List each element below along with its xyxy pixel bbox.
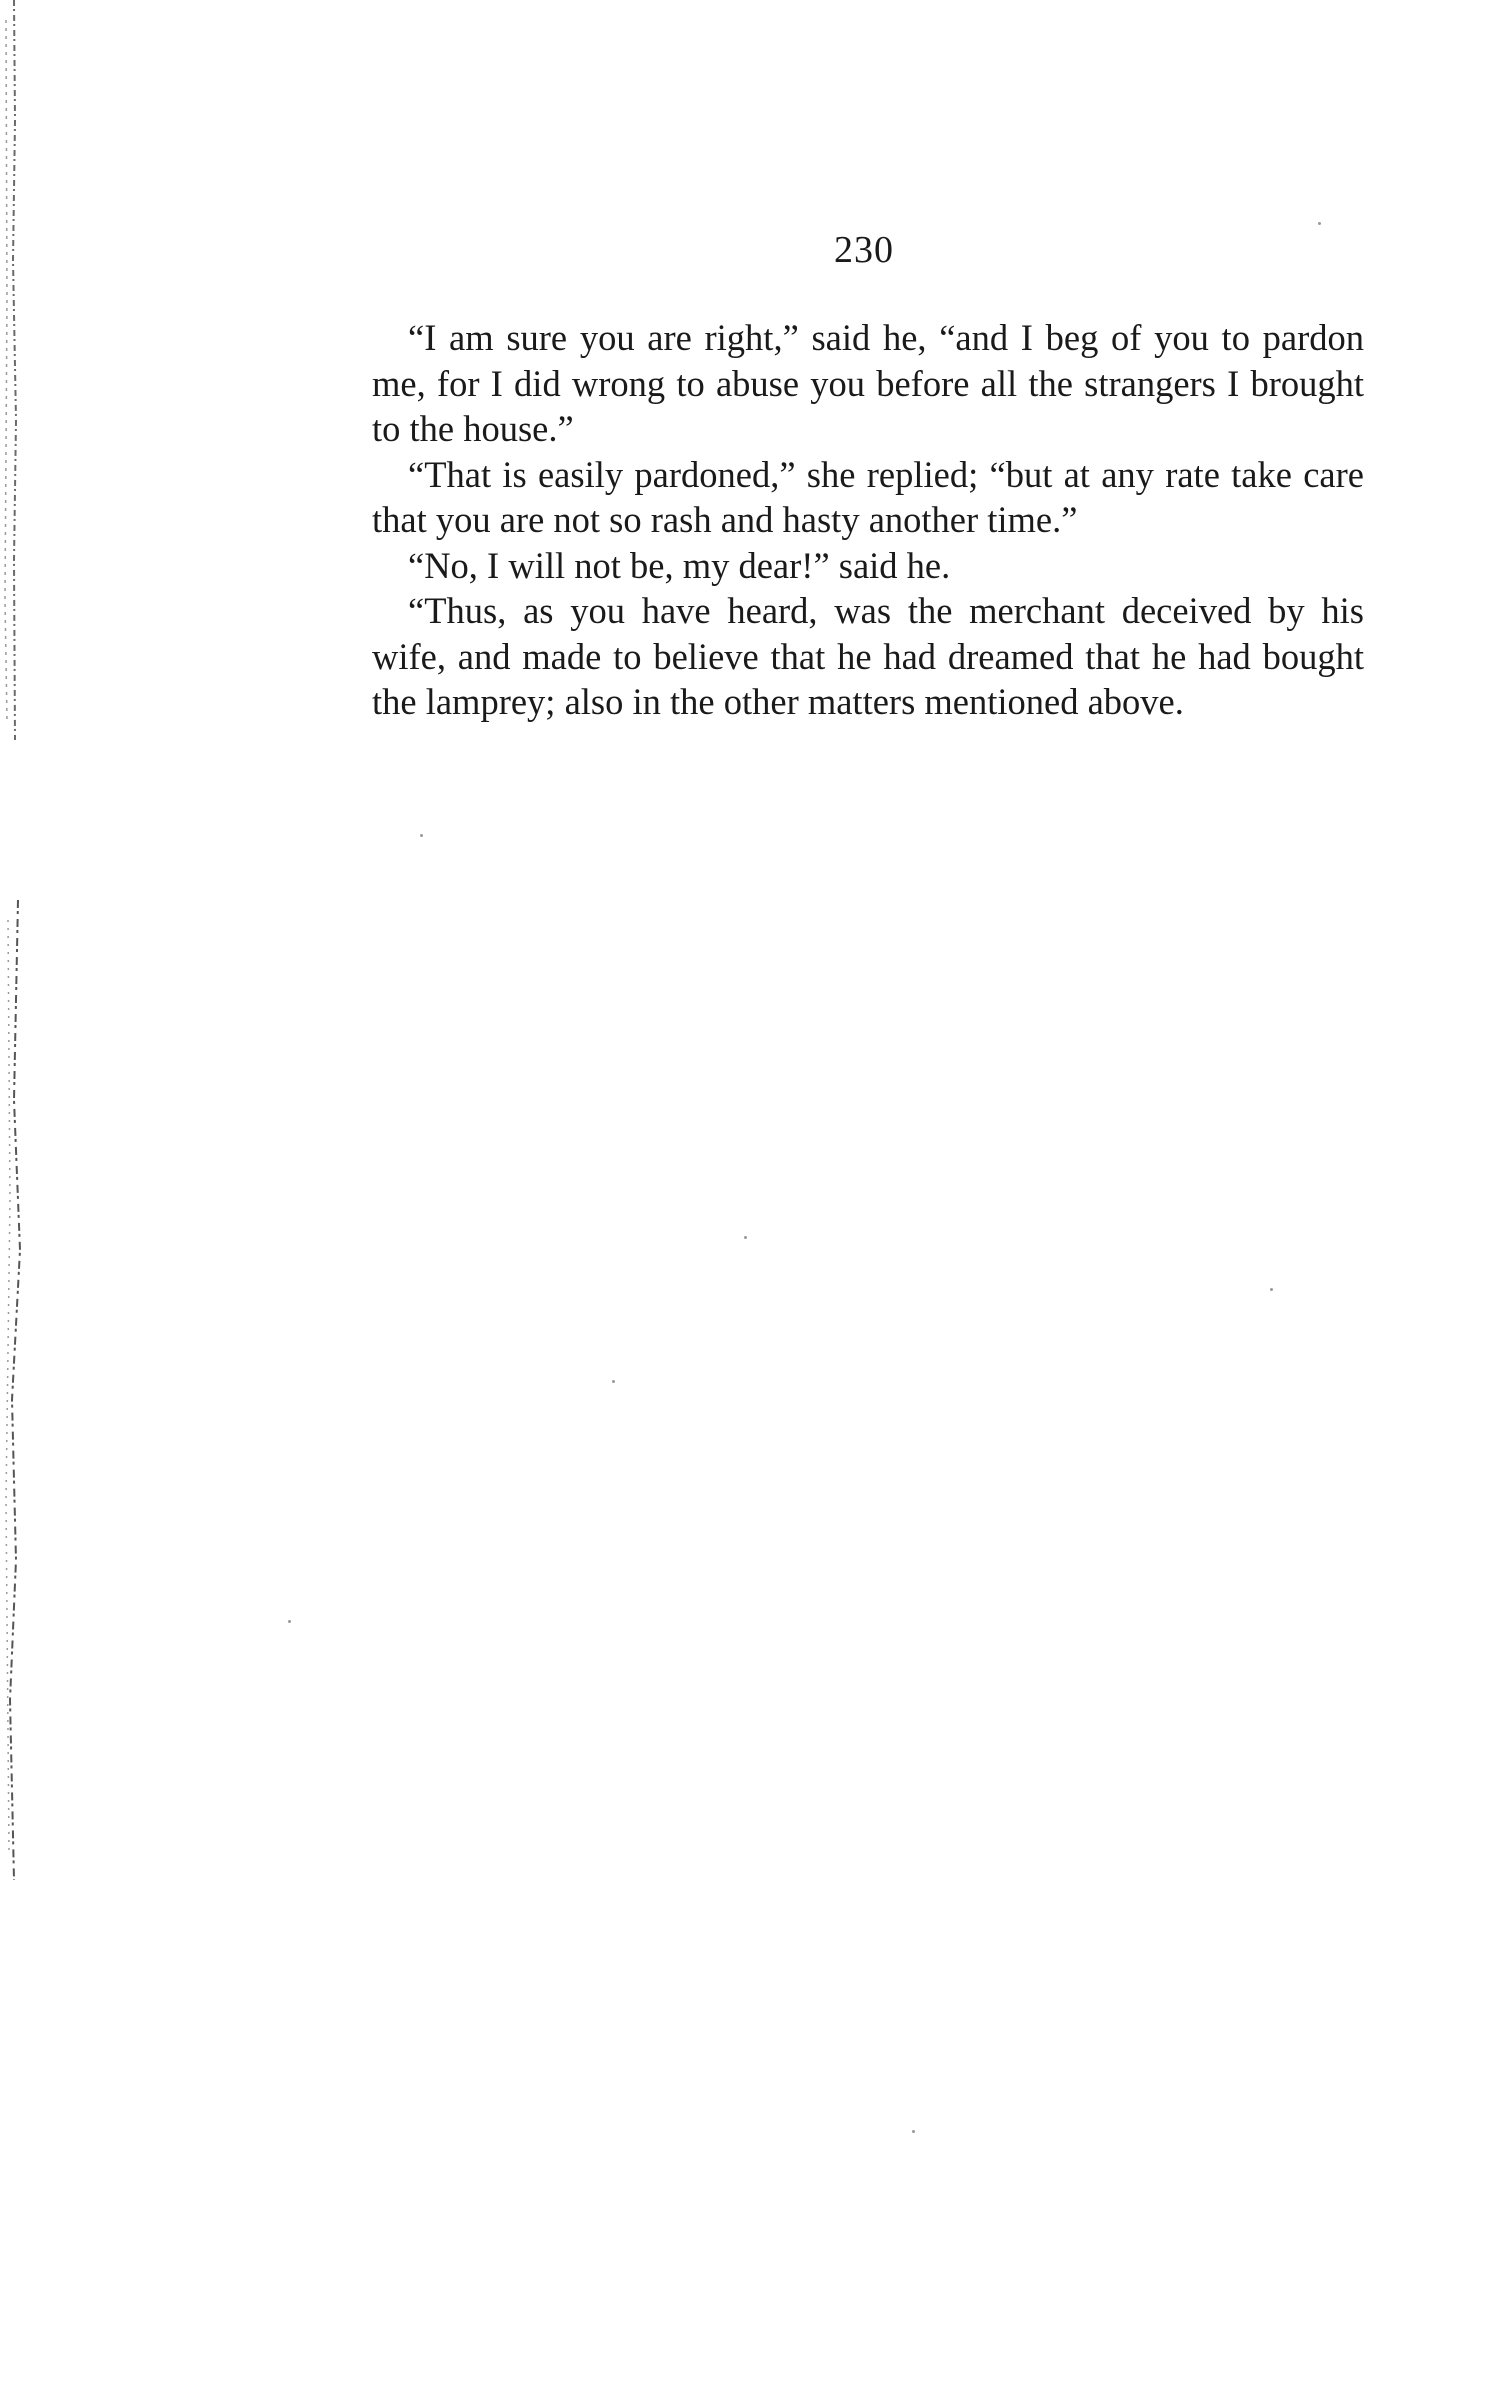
paper-speck: [288, 1620, 291, 1623]
paper-speck: [1318, 222, 1321, 225]
paper-speck: [612, 1380, 615, 1383]
paragraph: “That is easily pardoned,” she replied; “but at any rate take care that you are not so rash and hasty another time.”: [372, 453, 1364, 540]
paper-speck: [420, 834, 423, 837]
paragraph: “I am sure you are right,” said he, “and I beg of you to pardon me, for I did wrong to abuse you before all the strangers I brought to the house.”: [372, 317, 1364, 449]
page-number: 230: [834, 229, 894, 271]
paper-speck: [912, 2130, 915, 2133]
paragraph: “No, I will not be, my dear!” said he.: [408, 544, 951, 586]
paragraph: “Thus, as you have heard, was the merchant deceived by his wife, and made to believe that he had dreamed that he had bought the lamprey; also in the other matters mentioned above.: [372, 590, 1364, 722]
binding-edge-decoration: [0, 0, 34, 1900]
paper-speck: [744, 1236, 747, 1239]
body-text: [372, 315, 1364, 725]
paper-speck: [1270, 1288, 1273, 1291]
